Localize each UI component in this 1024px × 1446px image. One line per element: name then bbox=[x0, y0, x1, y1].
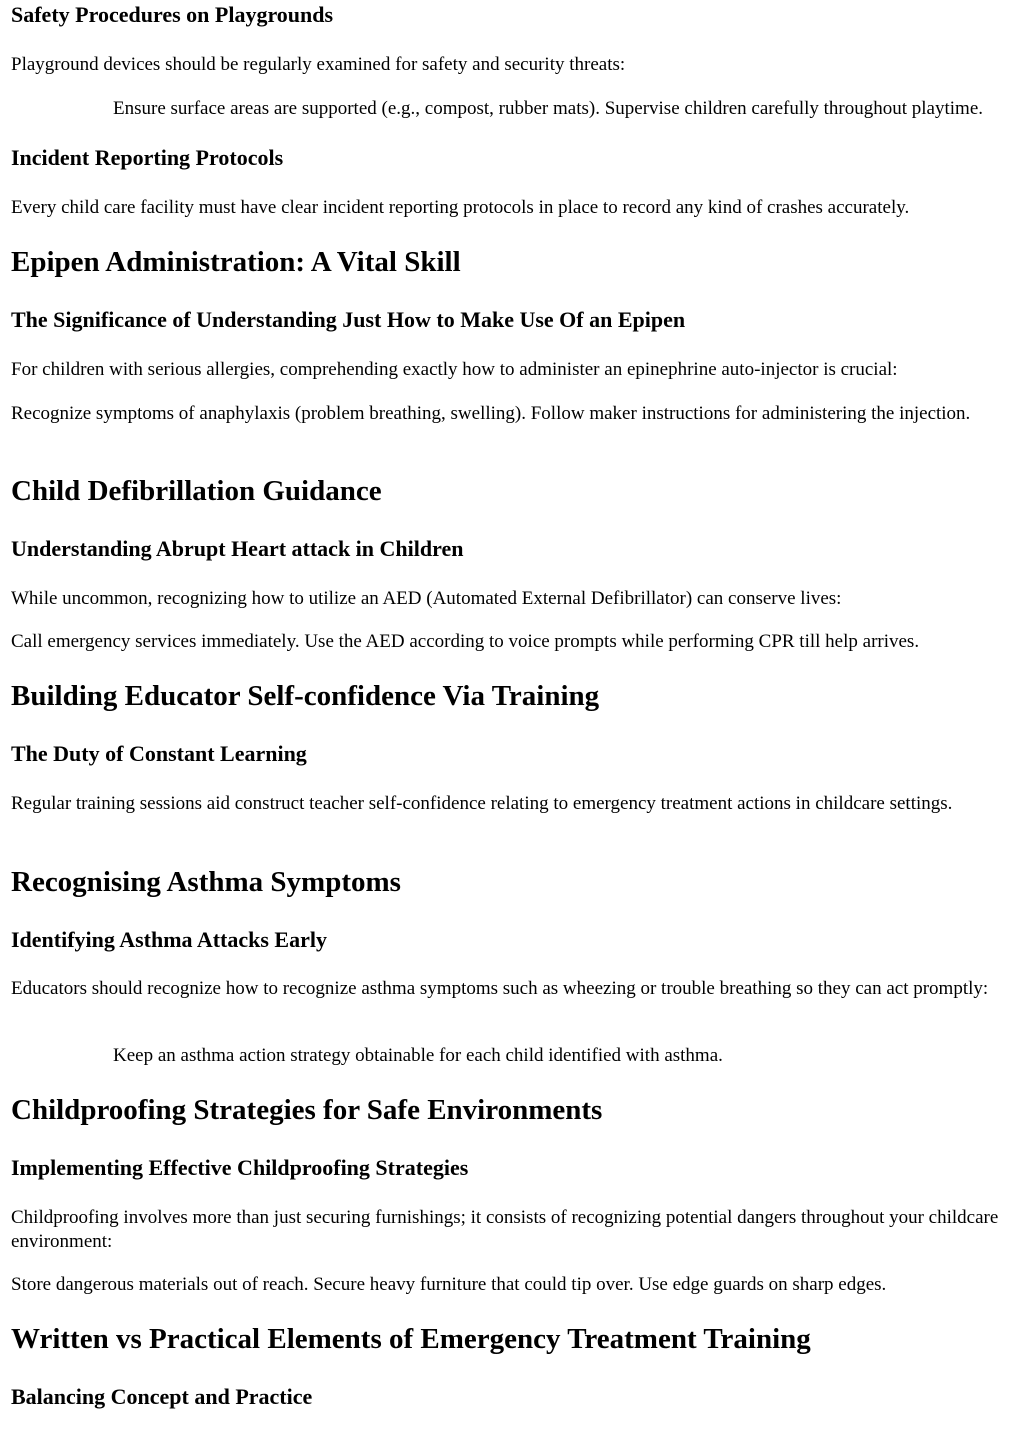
subheading-balancing: Balancing Concept and Practice bbox=[11, 1384, 313, 1409]
paragraph: Recognize symptoms of anaphylaxis (problem breathing, swelling). Follow maker instructions for administering the injection. bbox=[11, 403, 971, 424]
paragraph: Call emergency services immediately. Use the AED according to voice prompts while performing CPR till help arrives. bbox=[11, 631, 920, 652]
subheading-playground-safety: Safety Procedures on Playgrounds bbox=[11, 2, 334, 27]
heading-defibrillation: Child Defibrillation Guidance bbox=[11, 475, 382, 507]
heading-educator-confidence: Building Educator Self-confidence Via Training bbox=[11, 680, 600, 712]
subheading-incident-reporting: Incident Reporting Protocols bbox=[11, 145, 284, 170]
indented-text: Ensure surface areas are supported (e.g., compost, rubber mats). Supervise children carefully throughout playtime. bbox=[113, 98, 984, 119]
subheading-cardiac-arrest: Understanding Abrupt Heart attack in Children bbox=[11, 536, 464, 561]
heading-written-vs-practical: Written vs Practical Elements of Emergency Treatment Training bbox=[11, 1323, 811, 1355]
paragraph: For children with serious allergies, comprehending exactly how to administer an epinephrine auto-injector is crucial: bbox=[11, 359, 898, 380]
paragraph: Regular training sessions aid construct teacher self-confidence relating to emergency treatment actions in childcare settings. bbox=[11, 793, 953, 814]
paragraph: Every child care facility must have clear incident reporting protocols in place to record any kind of crashes accurately. bbox=[11, 197, 910, 218]
paragraph: Educators should recognize how to recognize asthma symptoms such as wheezing or trouble breathing so they can act promptly: bbox=[11, 978, 989, 999]
subheading-epipen-significance: The Significance of Understanding Just How to Make Use Of an Epipen bbox=[11, 307, 686, 332]
subheading-childproofing-strategies: Implementing Effective Childproofing Strategies bbox=[11, 1155, 469, 1180]
heading-epipen: Epipen Administration: A Vital Skill bbox=[11, 246, 461, 278]
indented-text: Keep an asthma action strategy obtainable for each child identified with asthma. bbox=[113, 1045, 723, 1066]
paragraph: While uncommon, recognizing how to utilize an AED (Automated External Defibrillator) can conserve lives: bbox=[11, 588, 842, 609]
subheading-asthma-early: Identifying Asthma Attacks Early bbox=[11, 927, 327, 952]
heading-asthma: Recognising Asthma Symptoms bbox=[11, 866, 401, 898]
paragraph: Childproofing involves more than just securing furnishings; it consists of recognizing potential dangers throughout your childcare environment: bbox=[11, 1207, 999, 1252]
subheading-constant-learning: The Duty of Constant Learning bbox=[11, 741, 307, 766]
heading-childproofing: Childproofing Strategies for Safe Environments bbox=[11, 1094, 603, 1126]
paragraph: Store dangerous materials out of reach. Secure heavy furniture that could tip over. Use edge guards on sharp edges. bbox=[11, 1274, 887, 1295]
paragraph: Playground devices should be regularly examined for safety and security threats: bbox=[11, 54, 626, 75]
